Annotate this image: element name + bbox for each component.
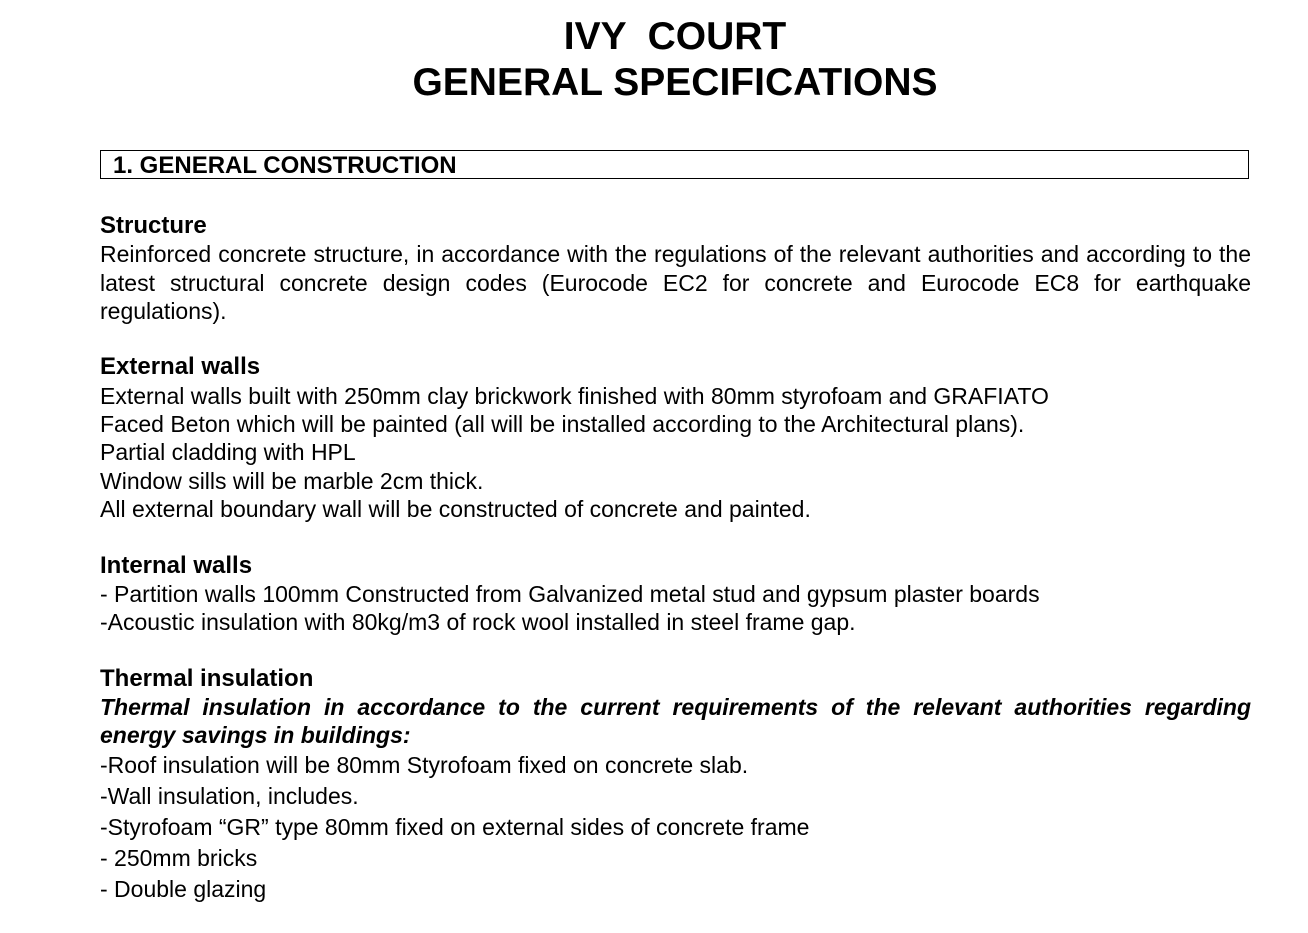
section-header-box	[100, 150, 1249, 179]
thermal-insulation-section	[100, 665, 1251, 905]
document-subtitle: GENERAL SPECIFICATIONS	[412, 61, 938, 104]
spec-content	[100, 212, 1251, 933]
internal-walls-line: -Acoustic insulation with 80kg/m3 of rock wool installed in steel frame gap.	[100, 609, 856, 636]
structure-heading: Structure	[100, 212, 207, 239]
thermal-insulation-line: -Wall insulation, includes.	[100, 782, 359, 809]
document-title: IVY COURT	[563, 15, 787, 58]
internal-walls-line: - Partition walls 100mm Constructed from Galvanized metal stud and gypsum plaster boards	[100, 580, 1040, 607]
section-title: 1. GENERAL CONSTRUCTION	[113, 152, 457, 179]
external-walls-line: External walls built with 250mm clay brickwork finished with 80mm styrofoam and GRAFIATO	[100, 382, 1049, 409]
thermal-insulation-intro: Thermal insulation in accordance to the current requirements of the relevant authorities regarding energy savings in buildings:	[100, 694, 1251, 749]
external-walls-heading: External walls	[100, 353, 261, 381]
external-walls-line: Faced Beton which will be painted (all will be installed according to the Architectural plans).	[100, 411, 1025, 438]
document-title-block	[0, 14, 1308, 106]
internal-walls-heading: Internal walls	[100, 551, 253, 579]
thermal-insulation-line: -Roof insulation will be 80mm Styrofoam fixed on concrete slab.	[100, 751, 749, 778]
external-walls-line: Window sills will be marble 2cm thick.	[100, 467, 484, 494]
external-walls-section	[100, 353, 1251, 523]
thermal-insulation-line: - 250mm bricks	[100, 844, 258, 871]
external-walls-line: All external boundary wall will be constructed of concrete and painted.	[100, 495, 811, 522]
structure-text: Reinforced concrete structure, in accordance with the regulations of the relevant authorities and according to the latest structural concrete design codes (Eurocode EC2 for concrete and Eurocode EC8 for earthquake regulations).	[100, 241, 1251, 324]
thermal-insulation-line: - Double glazing	[100, 875, 267, 902]
internal-walls-section	[100, 552, 1251, 637]
structure-section	[100, 212, 1251, 325]
thermal-insulation-heading: Thermal insulation	[100, 664, 314, 692]
thermal-insulation-line: -Styrofoam “GR” type 80mm fixed on external sides of concrete frame	[100, 813, 810, 840]
external-walls-line: Partial cladding with HPL	[100, 439, 356, 466]
